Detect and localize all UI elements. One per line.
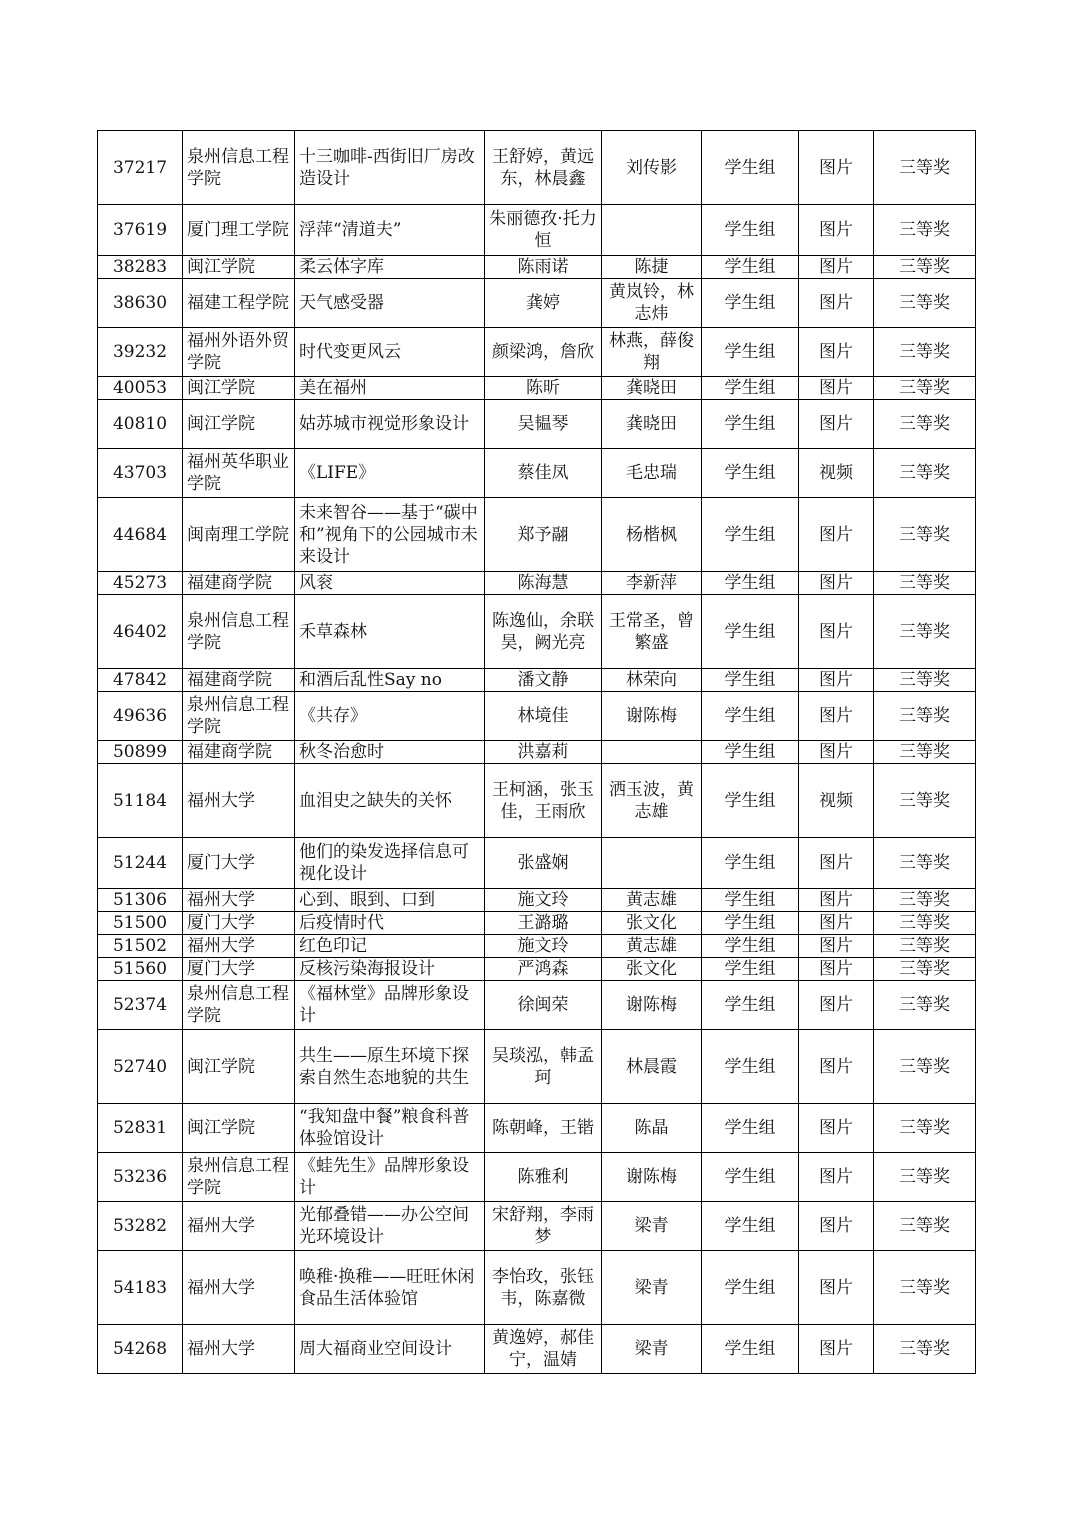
advisor-cell: 林燕，薛俊翔 (602, 328, 702, 377)
award-cell: 三等奖 (874, 131, 976, 205)
work-type-cell: 图片 (799, 981, 874, 1030)
school-cell: 闽江学院 (183, 377, 295, 400)
entry-id-cell: 46402 (98, 595, 183, 669)
advisor-cell: 谢陈梅 (602, 1153, 702, 1202)
group-cell: 学生组 (702, 958, 799, 981)
school-cell: 福州大学 (183, 1251, 295, 1325)
group-cell: 学生组 (702, 981, 799, 1030)
work-title-cell: 秋冬治愈时 (295, 741, 485, 764)
authors-cell: 蔡佳凤 (485, 449, 602, 498)
table-row (98, 449, 976, 498)
advisor-cell: 黄岚铃，林志炜 (602, 279, 702, 328)
school-cell: 闽江学院 (183, 1030, 295, 1104)
group-cell: 学生组 (702, 692, 799, 741)
work-title-cell: 时代变更风云 (295, 328, 485, 377)
group-cell: 学生组 (702, 889, 799, 912)
work-title-cell: 姑苏城市视觉形象设计 (295, 400, 485, 449)
work-title-cell: 和酒后乱性Say no (295, 669, 485, 692)
award-cell: 三等奖 (874, 449, 976, 498)
group-cell: 学生组 (702, 205, 799, 256)
advisor-cell: 龚晓田 (602, 400, 702, 449)
work-title-cell: 红色印记 (295, 935, 485, 958)
group-cell: 学生组 (702, 572, 799, 595)
table-row (98, 692, 976, 741)
work-title-cell: 《共存》 (295, 692, 485, 741)
authors-cell: 朱丽德孜·托力恒 (485, 205, 602, 256)
table-row (98, 400, 976, 449)
entry-id-cell: 37619 (98, 205, 183, 256)
school-cell: 泉州信息工程学院 (183, 1153, 295, 1202)
work-type-cell: 图片 (799, 1030, 874, 1104)
work-title-cell: 光郁叠错——办公空间光环境设计 (295, 1202, 485, 1251)
school-cell: 福州大学 (183, 764, 295, 838)
school-cell: 厦门理工学院 (183, 205, 295, 256)
work-type-cell: 图片 (799, 1153, 874, 1202)
authors-cell: 施文玲 (485, 935, 602, 958)
work-type-cell: 图片 (799, 328, 874, 377)
table-row (98, 935, 976, 958)
authors-cell: 严鸿森 (485, 958, 602, 981)
entry-id-cell: 53282 (98, 1202, 183, 1251)
award-cell: 三等奖 (874, 692, 976, 741)
advisor-cell: 林荣向 (602, 669, 702, 692)
group-cell: 学生组 (702, 595, 799, 669)
group-cell: 学生组 (702, 764, 799, 838)
work-title-cell: 周大福商业空间设计 (295, 1325, 485, 1374)
table-row (98, 889, 976, 912)
table-row (98, 205, 976, 256)
authors-cell: 吴韫琴 (485, 400, 602, 449)
school-cell: 泉州信息工程学院 (183, 981, 295, 1030)
table-row (98, 764, 976, 838)
entry-id-cell: 52374 (98, 981, 183, 1030)
school-cell: 泉州信息工程学院 (183, 131, 295, 205)
advisor-cell: 谢陈梅 (602, 692, 702, 741)
group-cell: 学生组 (702, 1030, 799, 1104)
school-cell: 福州大学 (183, 935, 295, 958)
authors-cell: 李怡玫，张钰韦，陈嘉微 (485, 1251, 602, 1325)
group-cell: 学生组 (702, 498, 799, 572)
work-title-cell: 柔云体字库 (295, 256, 485, 279)
group-cell: 学生组 (702, 838, 799, 889)
advisor-cell: 梁青 (602, 1325, 702, 1374)
school-cell: 闽江学院 (183, 1104, 295, 1153)
school-cell: 福州外语外贸学院 (183, 328, 295, 377)
award-cell: 三等奖 (874, 1202, 976, 1251)
work-type-cell: 图片 (799, 1251, 874, 1325)
table-row (98, 279, 976, 328)
entry-id-cell: 51184 (98, 764, 183, 838)
award-cell: 三等奖 (874, 889, 976, 912)
table-row (98, 1030, 976, 1104)
awards-table (97, 130, 976, 1374)
advisor-cell: 李新萍 (602, 572, 702, 595)
advisor-cell: 洒玉波，黄志雄 (602, 764, 702, 838)
work-title-cell: “我知盘中餐”粮食科普体验馆设计 (295, 1104, 485, 1153)
authors-cell: 颜梁鸿，詹欣 (485, 328, 602, 377)
table-row (98, 256, 976, 279)
group-cell: 学生组 (702, 279, 799, 328)
advisor-cell: 谢陈梅 (602, 981, 702, 1030)
table-row (98, 958, 976, 981)
award-cell: 三等奖 (874, 377, 976, 400)
table-row (98, 741, 976, 764)
table-row (98, 981, 976, 1030)
work-type-cell: 图片 (799, 935, 874, 958)
authors-cell: 王潞璐 (485, 912, 602, 935)
school-cell: 福建商学院 (183, 741, 295, 764)
work-type-cell: 图片 (799, 279, 874, 328)
work-title-cell: 《蛙先生》品牌形象设计 (295, 1153, 485, 1202)
work-title-cell: 反核污染海报设计 (295, 958, 485, 981)
work-type-cell: 图片 (799, 400, 874, 449)
advisor-cell: 王常圣，曾繁盛 (602, 595, 702, 669)
group-cell: 学生组 (702, 256, 799, 279)
entry-id-cell: 51502 (98, 935, 183, 958)
award-cell: 三等奖 (874, 205, 976, 256)
table-row (98, 1325, 976, 1374)
entry-id-cell: 45273 (98, 572, 183, 595)
table-row (98, 1251, 976, 1325)
advisor-cell: 梁青 (602, 1251, 702, 1325)
group-cell: 学生组 (702, 669, 799, 692)
school-cell: 福州大学 (183, 1202, 295, 1251)
school-cell: 福建工程学院 (183, 279, 295, 328)
group-cell: 学生组 (702, 1325, 799, 1374)
work-type-cell: 图片 (799, 741, 874, 764)
entry-id-cell: 37217 (98, 131, 183, 205)
authors-cell: 王柯涵，张玉佳，王雨欣 (485, 764, 602, 838)
group-cell: 学生组 (702, 912, 799, 935)
work-type-cell: 图片 (799, 838, 874, 889)
school-cell: 福州大学 (183, 889, 295, 912)
work-type-cell: 图片 (799, 958, 874, 981)
award-cell: 三等奖 (874, 1153, 976, 1202)
work-type-cell: 图片 (799, 1202, 874, 1251)
work-title-cell: 唤稚·换稚——旺旺休闲食品生活体验馆 (295, 1251, 485, 1325)
award-cell: 三等奖 (874, 279, 976, 328)
work-title-cell: 心到、眼到、口到 (295, 889, 485, 912)
table-row (98, 572, 976, 595)
table-row (98, 377, 976, 400)
award-cell: 三等奖 (874, 572, 976, 595)
authors-cell: 陈雨诺 (485, 256, 602, 279)
award-cell: 三等奖 (874, 1104, 976, 1153)
group-cell: 学生组 (702, 1202, 799, 1251)
award-cell: 三等奖 (874, 981, 976, 1030)
authors-cell: 潘文静 (485, 669, 602, 692)
school-cell: 福建商学院 (183, 669, 295, 692)
school-cell: 厦门大学 (183, 912, 295, 935)
advisor-cell (602, 205, 702, 256)
authors-cell: 陈逸仙，余联昊，阙光亮 (485, 595, 602, 669)
school-cell: 泉州信息工程学院 (183, 692, 295, 741)
work-type-cell: 图片 (799, 498, 874, 572)
award-cell: 三等奖 (874, 741, 976, 764)
table-body (98, 131, 976, 1374)
work-type-cell: 图片 (799, 572, 874, 595)
award-cell: 三等奖 (874, 1030, 976, 1104)
advisor-cell: 陈捷 (602, 256, 702, 279)
award-cell: 三等奖 (874, 912, 976, 935)
entry-id-cell: 38630 (98, 279, 183, 328)
entry-id-cell: 39232 (98, 328, 183, 377)
entry-id-cell: 50899 (98, 741, 183, 764)
award-cell: 三等奖 (874, 764, 976, 838)
entry-id-cell: 52831 (98, 1104, 183, 1153)
advisor-cell: 刘传影 (602, 131, 702, 205)
entry-id-cell: 54268 (98, 1325, 183, 1374)
advisor-cell: 张文化 (602, 912, 702, 935)
work-title-cell: 《LIFE》 (295, 449, 485, 498)
entry-id-cell: 51560 (98, 958, 183, 981)
work-type-cell: 视频 (799, 764, 874, 838)
entry-id-cell: 54183 (98, 1251, 183, 1325)
authors-cell: 陈朝峰，王锴 (485, 1104, 602, 1153)
entry-id-cell: 53236 (98, 1153, 183, 1202)
work-type-cell: 图片 (799, 131, 874, 205)
table-row (98, 131, 976, 205)
work-type-cell: 图片 (799, 377, 874, 400)
group-cell: 学生组 (702, 741, 799, 764)
table-row (98, 328, 976, 377)
authors-cell: 施文玲 (485, 889, 602, 912)
table-row (98, 669, 976, 692)
table-row (98, 595, 976, 669)
advisor-cell (602, 838, 702, 889)
award-cell: 三等奖 (874, 1325, 976, 1374)
authors-cell: 陈雅利 (485, 1153, 602, 1202)
group-cell: 学生组 (702, 1153, 799, 1202)
award-cell: 三等奖 (874, 838, 976, 889)
group-cell: 学生组 (702, 1251, 799, 1325)
award-cell: 三等奖 (874, 328, 976, 377)
work-title-cell: 天气感受器 (295, 279, 485, 328)
authors-cell: 吴琰泓，韩孟珂 (485, 1030, 602, 1104)
group-cell: 学生组 (702, 377, 799, 400)
group-cell: 学生组 (702, 328, 799, 377)
authors-cell: 宋舒翔，李雨梦 (485, 1202, 602, 1251)
award-cell: 三等奖 (874, 256, 976, 279)
entry-id-cell: 47842 (98, 669, 183, 692)
school-cell: 福建商学院 (183, 572, 295, 595)
authors-cell: 黄逸婷，郝佳宁，温婧 (485, 1325, 602, 1374)
work-type-cell: 视频 (799, 449, 874, 498)
work-title-cell: 禾草森林 (295, 595, 485, 669)
award-cell: 三等奖 (874, 1251, 976, 1325)
entry-id-cell: 43703 (98, 449, 183, 498)
authors-cell: 张盛娴 (485, 838, 602, 889)
entry-id-cell: 40810 (98, 400, 183, 449)
school-cell: 闽江学院 (183, 400, 295, 449)
advisor-cell: 毛忠瑞 (602, 449, 702, 498)
work-type-cell: 图片 (799, 912, 874, 935)
award-cell: 三等奖 (874, 669, 976, 692)
work-title-cell: 他们的染发选择信息可视化设计 (295, 838, 485, 889)
authors-cell: 陈昕 (485, 377, 602, 400)
authors-cell: 林境佳 (485, 692, 602, 741)
work-title-cell: 共生——原生环境下探索自然生态地貌的共生 (295, 1030, 485, 1104)
advisor-cell (602, 741, 702, 764)
group-cell: 学生组 (702, 131, 799, 205)
school-cell: 厦门大学 (183, 838, 295, 889)
work-title-cell: 浮萍“清道夫” (295, 205, 485, 256)
advisor-cell: 黄志雄 (602, 889, 702, 912)
work-title-cell: 风衮 (295, 572, 485, 595)
advisor-cell: 黄志雄 (602, 935, 702, 958)
award-cell: 三等奖 (874, 935, 976, 958)
work-type-cell: 图片 (799, 256, 874, 279)
award-cell: 三等奖 (874, 595, 976, 669)
entry-id-cell: 38283 (98, 256, 183, 279)
table-row (98, 838, 976, 889)
group-cell: 学生组 (702, 400, 799, 449)
school-cell: 福州英华职业学院 (183, 449, 295, 498)
authors-cell: 徐闽荣 (485, 981, 602, 1030)
entry-id-cell: 40053 (98, 377, 183, 400)
advisor-cell: 杨楷枫 (602, 498, 702, 572)
advisor-cell: 张文化 (602, 958, 702, 981)
group-cell: 学生组 (702, 935, 799, 958)
table-row (98, 1104, 976, 1153)
work-type-cell: 图片 (799, 692, 874, 741)
advisor-cell: 梁青 (602, 1202, 702, 1251)
advisor-cell: 林晨霞 (602, 1030, 702, 1104)
award-cell: 三等奖 (874, 400, 976, 449)
work-type-cell: 图片 (799, 595, 874, 669)
table-row (98, 498, 976, 572)
authors-cell: 陈海慧 (485, 572, 602, 595)
authors-cell: 洪嘉莉 (485, 741, 602, 764)
authors-cell: 郑予翮 (485, 498, 602, 572)
school-cell: 泉州信息工程学院 (183, 595, 295, 669)
work-type-cell: 图片 (799, 1104, 874, 1153)
group-cell: 学生组 (702, 1104, 799, 1153)
work-title-cell: 未来智谷——基于“碳中和”视角下的公园城市未来设计 (295, 498, 485, 572)
work-type-cell: 图片 (799, 889, 874, 912)
work-title-cell: 《福林堂》品牌形象设计 (295, 981, 485, 1030)
work-type-cell: 图片 (799, 1325, 874, 1374)
entry-id-cell: 44684 (98, 498, 183, 572)
authors-cell: 王舒婷，黄远东，林晨鑫 (485, 131, 602, 205)
school-cell: 福州大学 (183, 1325, 295, 1374)
work-title-cell: 血泪史之缺失的关怀 (295, 764, 485, 838)
entry-id-cell: 51500 (98, 912, 183, 935)
entry-id-cell: 49636 (98, 692, 183, 741)
work-title-cell: 后疫情时代 (295, 912, 485, 935)
group-cell: 学生组 (702, 449, 799, 498)
work-title-cell: 美在福州 (295, 377, 485, 400)
entry-id-cell: 52740 (98, 1030, 183, 1104)
school-cell: 闽江学院 (183, 256, 295, 279)
award-cell: 三等奖 (874, 958, 976, 981)
work-type-cell: 图片 (799, 205, 874, 256)
work-type-cell: 图片 (799, 669, 874, 692)
award-cell: 三等奖 (874, 498, 976, 572)
table-row (98, 1202, 976, 1251)
entry-id-cell: 51306 (98, 889, 183, 912)
school-cell: 厦门大学 (183, 958, 295, 981)
entry-id-cell: 51244 (98, 838, 183, 889)
table-row (98, 1153, 976, 1202)
authors-cell: 龚婷 (485, 279, 602, 328)
advisor-cell: 龚晓田 (602, 377, 702, 400)
work-title-cell: 十三咖啡-西街旧厂房改造设计 (295, 131, 485, 205)
table-row (98, 912, 976, 935)
school-cell: 闽南理工学院 (183, 498, 295, 572)
advisor-cell: 陈晶 (602, 1104, 702, 1153)
